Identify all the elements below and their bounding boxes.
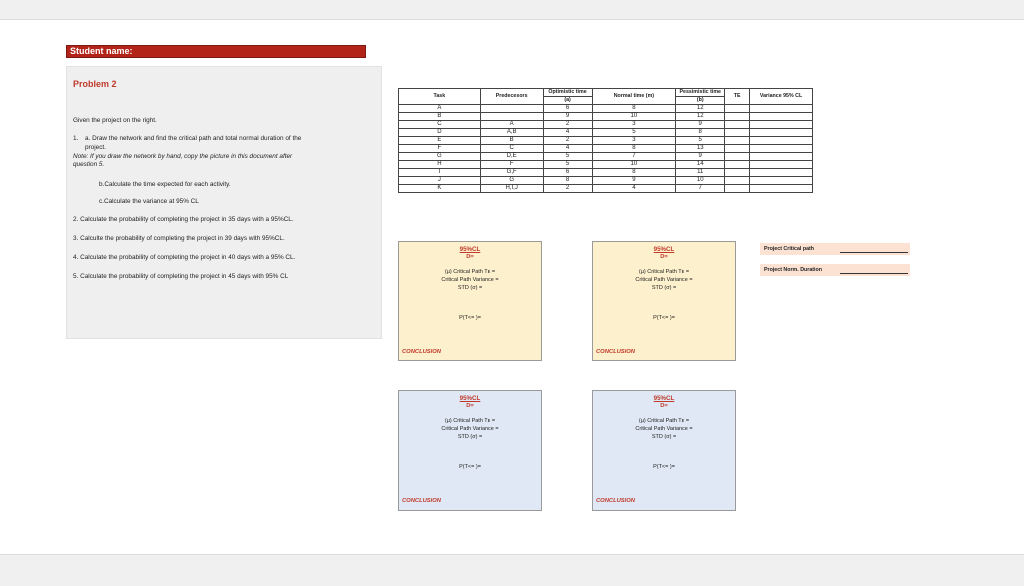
prob-line: P(T<= )= [459,315,481,321]
optimistic-cell[interactable]: 5 [543,153,592,161]
task-table-body [399,105,813,193]
pessimistic-cell[interactable]: 9 [676,121,725,129]
table-row [399,185,813,193]
note-line-1: Note: If you draw the network by hand, copy the picture in this document after [73,153,293,160]
header-pessimistic-label: Pessimistic time [679,89,721,95]
te-cell[interactable] [725,185,750,193]
q3-text: 3. Calculte the probability of completing the project in 39 days with 95%CL. [73,235,285,242]
te-cell[interactable] [725,113,750,121]
predecessor-cell[interactable]: B [480,137,543,145]
normal-cell[interactable]: 5 [592,129,676,137]
variance-cell[interactable] [750,177,813,185]
q1c-text: c.Calculate the variance at 95% CL [99,198,199,205]
te-cell[interactable] [725,121,750,129]
mean-line: (µ) Critical Path Tᴇ = [638,269,690,275]
q1-number: 1. [73,135,79,142]
d-label: D= [660,254,668,260]
d-label: D= [660,403,668,409]
student-name-bar[interactable]: Student name: [66,45,366,58]
normal-cell[interactable]: 3 [592,121,676,129]
normal-cell[interactable]: 10 [592,161,676,169]
variance-cell[interactable] [750,169,813,177]
header-variance[interactable]: Variance 95% CL [750,89,813,105]
optimistic-cell[interactable]: 6 [543,105,592,113]
header-optimistic-label: Optimistic time [548,89,587,95]
table-row [399,161,813,169]
optimistic-cell[interactable]: 2 [543,185,592,193]
q4-text: 4. Calculate the probability of completing the project in 40 days with a 95% CL. [73,254,296,261]
q1b-text: b.Calculate the time expected for each activity. [99,181,231,188]
variance-cell[interactable] [750,105,813,113]
cl-label: 95%CL [653,395,675,402]
task-cell[interactable]: E [399,137,481,145]
predecessor-cell[interactable]: D,E [480,153,543,161]
te-cell[interactable] [725,137,750,145]
pessimistic-cell[interactable]: 7 [676,185,725,193]
cl-label: 95%CL [653,246,675,253]
variance-cell[interactable] [750,185,813,193]
task-cell[interactable]: F [399,145,481,153]
task-cell[interactable]: J [399,177,481,185]
predecessor-cell[interactable]: G [480,177,543,185]
project-critical-path-label: Project Critical path [764,246,815,252]
conclusion-label: CONCLUSION [596,498,635,504]
table-row [399,153,813,161]
te-cell[interactable] [725,145,750,153]
q5-text: 5. Calculate the probability of completing the project in 45 days with 95% CL [73,273,289,280]
variance-cell[interactable] [750,129,813,137]
optimistic-cell[interactable]: 9 [543,113,592,121]
optimistic-cell[interactable]: 2 [543,137,592,145]
calc-box-35-days[interactable] [398,241,542,361]
conclusion-label: CONCLUSION [402,349,441,355]
variance-line: Critical Path Variance = [441,277,499,283]
optimistic-cell[interactable]: 5 [543,161,592,169]
variance-cell[interactable] [750,121,813,129]
header-predecessors[interactable]: Predecesors [480,89,543,105]
table-row [399,129,813,137]
problem-title: Problem 2 [73,79,117,89]
normal-cell[interactable]: 4 [592,185,676,193]
task-cell[interactable]: G [399,153,481,161]
variance-cell[interactable] [750,161,813,169]
q1a-text: a. Draw the network and find the critical path and total normal duration of the [85,135,302,142]
pessimistic-cell[interactable]: 10 [676,177,725,185]
pessimistic-cell[interactable]: 14 [676,161,725,169]
variance-cell[interactable] [750,145,813,153]
optimistic-cell[interactable]: 6 [543,169,592,177]
variance-cell[interactable] [750,113,813,121]
table-header-row [399,89,813,105]
calc-box-39-days[interactable] [592,241,736,361]
std-line: STD (σ) = [457,285,483,291]
pessimistic-cell[interactable]: 9 [676,153,725,161]
predecessor-cell[interactable]: H,I,J [480,185,543,193]
te-cell[interactable] [725,177,750,185]
q1a-cont-text: project. [85,144,106,151]
normal-cell[interactable]: 7 [592,153,676,161]
pessimistic-cell[interactable]: 8 [676,129,725,137]
table-row [399,105,813,113]
task-cell[interactable]: A [399,105,481,113]
d-label: D= [466,254,474,260]
pessimistic-cell[interactable]: 12 [676,113,725,121]
predecessor-cell[interactable] [480,105,543,113]
mean-line: (µ) Critical Path Tᴇ = [444,269,496,275]
calc-box-40-days[interactable] [398,390,542,511]
predecessor-cell[interactable] [480,113,543,121]
conclusion-label: CONCLUSION [596,349,635,355]
normal-cell[interactable]: 9 [592,177,676,185]
header-optimistic[interactable] [543,89,592,105]
d-label: D= [466,403,474,409]
project-norm-duration-field[interactable] [760,264,910,276]
predecessor-cell[interactable]: G,F [480,169,543,177]
note-line-2: question 5. [73,161,105,168]
te-cell[interactable] [725,161,750,169]
pessimistic-cell[interactable]: 11 [676,169,725,177]
normal-cell[interactable]: 8 [592,169,676,177]
q2-text: 2. Calculate the probability of completing the project in 35 days with a 95%CL. [73,216,294,223]
variance-line: Critical Path Variance = [635,426,693,432]
critical-path-answer-line[interactable] [840,252,908,253]
optimistic-cell[interactable]: 4 [543,145,592,153]
predecessor-cell[interactable]: A,B [480,129,543,137]
mean-line: (µ) Critical Path Tᴇ = [638,418,690,424]
table-row [399,121,813,129]
predecessor-cell[interactable]: F [480,161,543,169]
optimistic-cell[interactable]: 4 [543,129,592,137]
optimistic-cell[interactable]: 8 [543,177,592,185]
prob-line: P(T<= )= [653,315,675,321]
header-optimistic-sub: (a) [544,96,592,104]
project-norm-duration-label: Project Norm. Duration [764,267,822,273]
header-te[interactable]: TE [725,89,750,105]
te-cell[interactable] [725,129,750,137]
cl-label: 95%CL [459,395,481,402]
given-text: Given the project on the right. [73,117,157,124]
normal-cell[interactable]: 8 [592,145,676,153]
header-task[interactable]: Task [399,89,481,105]
prob-line: P(T<= )= [653,464,675,470]
std-line: STD (σ) = [651,285,677,291]
cl-label: 95%CL [459,246,481,253]
header-pessimistic-sub: (b) [676,96,724,104]
te-cell[interactable] [725,153,750,161]
variance-cell[interactable] [750,137,813,145]
te-cell[interactable] [725,169,750,177]
task-table [398,88,813,193]
task-cell[interactable]: I [399,169,481,177]
table-row [399,177,813,185]
optimistic-cell[interactable]: 2 [543,121,592,129]
project-critical-path-field[interactable] [760,243,910,255]
predecessor-cell[interactable]: A [480,121,543,129]
std-line: STD (σ) = [457,434,483,440]
variance-line: Critical Path Variance = [635,277,693,283]
table-row [399,137,813,145]
task-cell[interactable]: K [399,185,481,193]
calc-box-45-days[interactable] [592,390,736,511]
bottom-bar [0,556,1024,586]
conclusion-label: CONCLUSION [402,498,441,504]
table-row [399,145,813,153]
mean-line: (µ) Critical Path Tᴇ = [444,418,496,424]
task-cell[interactable]: D [399,129,481,137]
table-row [399,113,813,121]
predecessor-cell[interactable]: C [480,145,543,153]
pessimistic-cell[interactable]: 5 [676,137,725,145]
variance-line: Critical Path Variance = [441,426,499,432]
task-cell[interactable]: B [399,113,481,121]
header-pessimistic[interactable] [676,89,725,105]
te-cell[interactable] [725,105,750,113]
std-line: STD (σ) = [651,434,677,440]
normal-cell[interactable]: 8 [592,105,676,113]
problem-panel [66,66,382,339]
task-cell[interactable]: H [399,161,481,169]
pessimistic-cell[interactable]: 12 [676,105,725,113]
table-row [399,169,813,177]
normal-cell[interactable]: 10 [592,113,676,121]
norm-duration-answer-line[interactable] [840,273,908,274]
prob-line: P(T<= )= [459,464,481,470]
task-cell[interactable]: C [399,121,481,129]
variance-cell[interactable] [750,153,813,161]
header-normal[interactable]: Normal time (m) [592,89,676,105]
pessimistic-cell[interactable]: 13 [676,145,725,153]
normal-cell[interactable]: 3 [592,137,676,145]
